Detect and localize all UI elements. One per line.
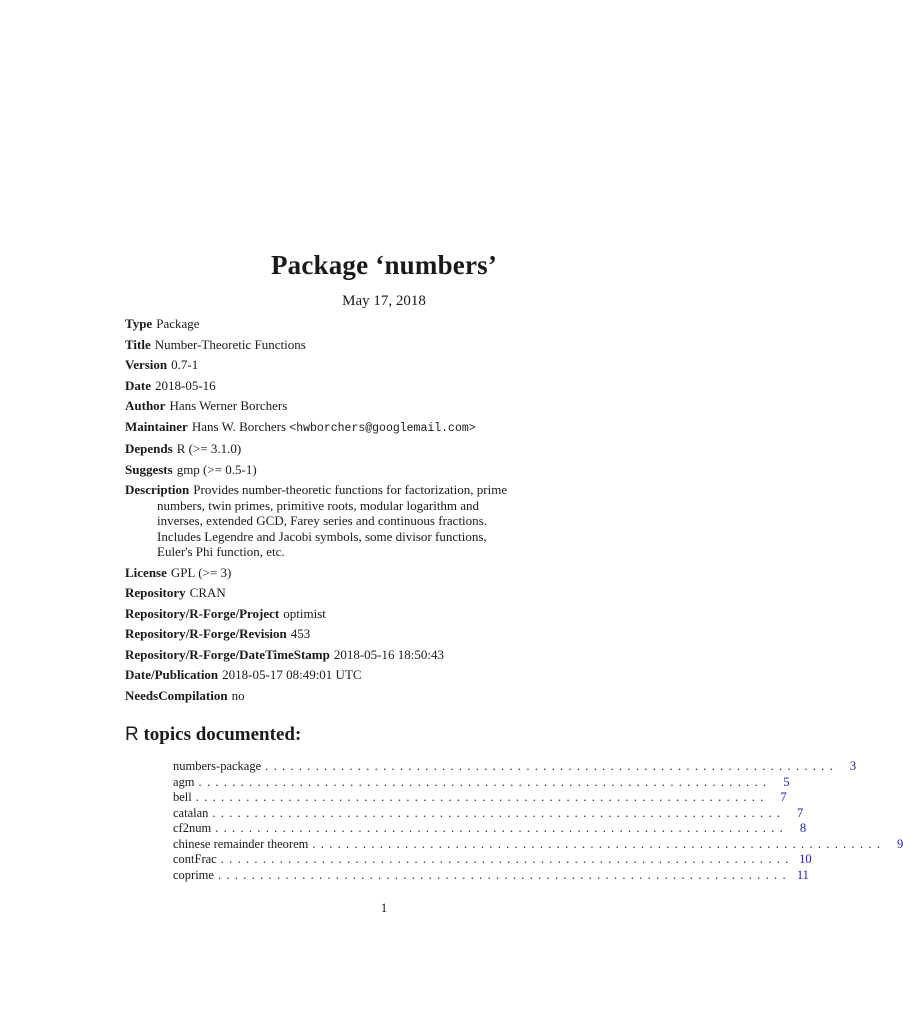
- field-date-publication: [125, 667, 645, 683]
- description-line: inverses, extended GCD, Farey series and continuous fractions.: [157, 513, 487, 528]
- toc-entry-name: cf2num: [173, 821, 212, 835]
- toc-leader-dots: ....................................................................: [217, 867, 791, 882]
- field-repository: [125, 585, 645, 601]
- field-label: Repository: [125, 585, 186, 600]
- field-label: License: [125, 564, 167, 580]
- toc-entry-name: chinese remainder theorem: [173, 836, 309, 851]
- toc-heading: [125, 724, 301, 746]
- field-value: 453: [290, 626, 311, 641]
- field-value: 0.7-1: [171, 357, 199, 372]
- field-label: Repository/R-Forge/Revision: [125, 626, 287, 641]
- toc-page-link[interactable]: 11: [796, 867, 809, 882]
- field-type: [125, 316, 645, 332]
- field-label: Author: [125, 398, 166, 413]
- field-label: Depends: [125, 441, 173, 456]
- field-depends: [125, 441, 645, 457]
- field-value: 2018-05-16 18:50:43: [333, 646, 444, 662]
- toc-page-link[interactable]: 8: [799, 821, 807, 835]
- field-value: gmp (>= 0.5-1): [176, 461, 257, 477]
- field-license: [125, 565, 645, 581]
- description-line: Euler's Phi function, etc.: [157, 544, 285, 559]
- field-value: Package: [156, 316, 200, 331]
- field-value: Number-Theoretic Functions: [154, 336, 306, 352]
- table-of-contents: [173, 759, 903, 883]
- toc-entry-name: coprime: [173, 867, 214, 882]
- field-label: Suggests: [125, 461, 173, 477]
- field-value: CRAN: [189, 585, 226, 600]
- toc-leader-dots: ....................................................................: [195, 790, 769, 804]
- description-continuation: [125, 498, 645, 560]
- field-label: Maintainer: [125, 418, 188, 434]
- toc-entry-name: bell: [173, 790, 192, 804]
- package-date: May 17, 2018: [342, 293, 426, 309]
- field-author: [125, 398, 645, 414]
- description-line: numbers, twin primes, primitive roots, modular logarithm and: [157, 497, 480, 513]
- field-value: R (>= 3.1.0): [176, 441, 242, 456]
- field-value: Hans W. Borchers: [191, 418, 287, 434]
- toc-entry-name: agm: [173, 774, 195, 789]
- toc-leader-dots: ....................................................................: [215, 821, 789, 835]
- toc-entry-name: contFrac: [173, 852, 217, 866]
- field-value: GPL (>= 3): [170, 564, 232, 580]
- description-line: Includes Legendre and Jacobi symbols, some divisor functions,: [157, 528, 487, 544]
- field-version: [125, 357, 645, 373]
- field-label: Version: [125, 357, 168, 372]
- field-maintainer: [125, 419, 645, 437]
- page-number: 1: [380, 900, 388, 915]
- package-title: Package ‘numbers’: [270, 250, 498, 280]
- field-label: Date: [125, 377, 151, 393]
- toc-leader-dots: ....................................................................: [312, 836, 886, 851]
- field-value: no: [231, 687, 245, 703]
- toc-entry[interactable]: [173, 836, 903, 853]
- toc-entry-name: numbers-package: [173, 759, 262, 773]
- field-rforge-project: [125, 606, 645, 622]
- toc-entry[interactable]: [173, 821, 807, 837]
- toc-page-link[interactable]: 7: [780, 790, 787, 804]
- toc-leader-dots: ....................................................................: [198, 774, 772, 789]
- field-value: Provides number-theoretic functions for factorization, prime: [193, 482, 508, 497]
- toc-entry[interactable]: [173, 867, 809, 884]
- toc-entry[interactable]: [173, 805, 804, 822]
- field-needs-compilation: [125, 688, 645, 704]
- field-value: Hans Werner Borchers: [169, 398, 288, 413]
- toc-leader-dots: ....................................................................: [220, 852, 794, 866]
- field-label: Repository/R-Forge/Project: [125, 605, 280, 621]
- toc-page-link[interactable]: 10: [799, 852, 812, 866]
- description-fields: [125, 316, 645, 708]
- field-rforge-revision: [125, 626, 645, 642]
- field-label: Date/Publication: [125, 667, 219, 682]
- toc-entry-name: catalan: [173, 805, 209, 820]
- toc-page-link[interactable]: 3: [849, 759, 857, 773]
- maintainer-email: <hwborchers@googlemail.com>: [289, 421, 476, 435]
- field-value: optimist: [283, 605, 326, 621]
- r-logo-text: R: [125, 724, 139, 745]
- field-label: NeedsCompilation: [125, 687, 228, 703]
- toc-entry[interactable]: [173, 759, 857, 775]
- field-suggests: [125, 462, 645, 478]
- toc-entry[interactable]: [173, 790, 787, 806]
- field-label: Type: [125, 316, 153, 331]
- field-description: [125, 482, 645, 560]
- field-label: Description: [125, 482, 190, 497]
- field-rforge-datetimestamp: [125, 647, 645, 663]
- field-label: Repository/R-Forge/DateTimeStamp: [125, 646, 330, 662]
- toc-leader-dots: ....................................................................: [212, 805, 786, 820]
- field-label: Title: [125, 336, 151, 352]
- field-title: [125, 337, 645, 353]
- toc-page-link[interactable]: 5: [783, 774, 790, 789]
- toc-entry[interactable]: [173, 774, 790, 791]
- toc-page-link[interactable]: 7: [797, 805, 804, 820]
- toc-leader-dots: ....................................................................: [265, 759, 839, 773]
- toc-page-link[interactable]: 9: [897, 836, 903, 851]
- field-value: 2018-05-17 08:49:01 UTC: [222, 667, 362, 682]
- field-value: 2018-05-16: [155, 377, 216, 393]
- toc-entry[interactable]: [173, 852, 812, 868]
- toc-heading-text: topics documented:: [143, 724, 302, 745]
- field-date: [125, 378, 645, 394]
